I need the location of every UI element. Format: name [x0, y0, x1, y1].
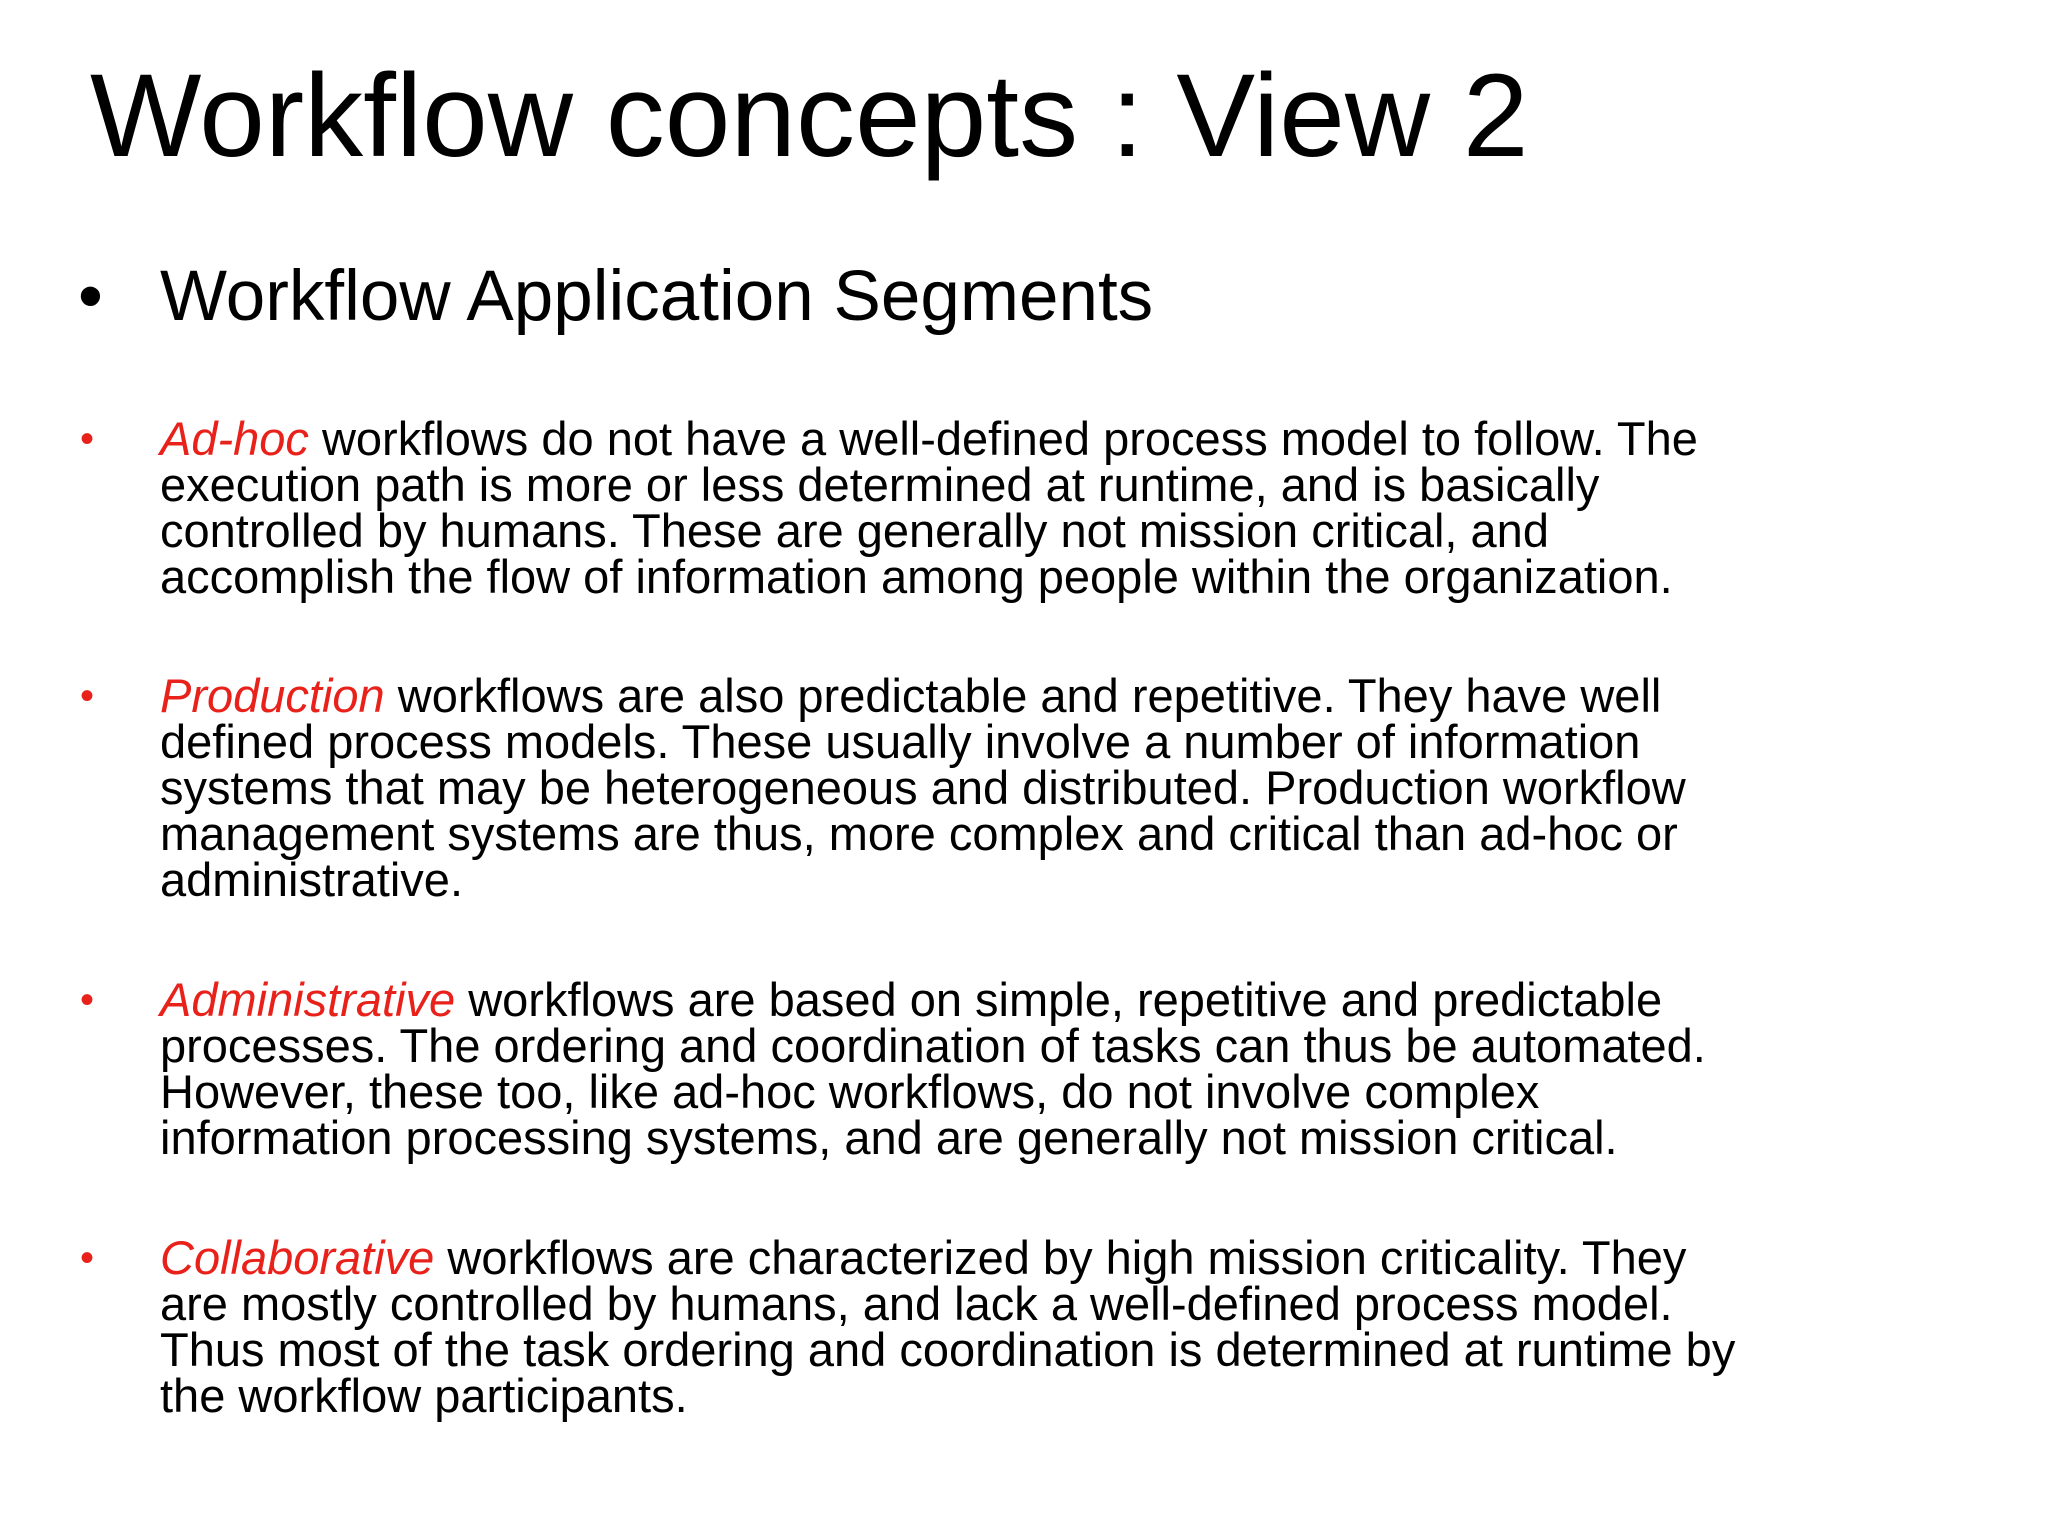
- bullet-line: information processing systems, and are generally not mission critical.: [160, 1111, 1618, 1164]
- bullet-item-administrative: [80, 973, 1950, 1164]
- bullet-text: workflows are also predictable and repetitive. They have well: [384, 669, 1662, 722]
- bullet-line: the workflow participants.: [160, 1369, 688, 1422]
- bullet-line: [160, 973, 1950, 1026]
- bullet-text: workflows do not have a well-defined process model to follow. The: [308, 412, 1698, 465]
- bullet-line: [160, 412, 1950, 465]
- bullet-line: execution path is more or less determined at runtime, and is basically: [160, 458, 1600, 511]
- term-collaborative: Collaborative: [160, 1231, 435, 1284]
- slide-title: Workflow concepts : View 2: [90, 50, 1529, 182]
- term-ad-hoc: Ad-hoc: [160, 412, 309, 465]
- bullet-text: workflows are based on simple, repetitive and predictable: [455, 973, 1663, 1026]
- term-production: Production: [160, 669, 385, 722]
- subheading-bullet: •: [78, 257, 103, 336]
- bullet-line: [160, 669, 1950, 722]
- bullet-item-production: [80, 669, 1950, 906]
- bullet-item-collaborative: [80, 1231, 1950, 1422]
- bullet-line: processes. The ordering and coordination of tasks can thus be automated.: [160, 1019, 1706, 1072]
- bullet-line: management systems are thus, more complex and critical than ad-hoc or: [160, 807, 1678, 860]
- subheading-text: Workflow Application Segments: [160, 257, 1154, 336]
- bullet-line: accomplish the flow of information among people within the organization.: [160, 550, 1673, 603]
- bullet-text: workflows are characterized by high mission criticality. They: [434, 1231, 1687, 1284]
- bullet-line: However, these too, like ad-hoc workflows, do not involve complex: [160, 1065, 1540, 1118]
- bullet-line: systems that may be heterogeneous and distributed. Production workflow: [160, 761, 1686, 814]
- bullet-marker: •: [80, 674, 95, 718]
- bullet-line: Thus most of the task ordering and coordination is determined at runtime by: [160, 1323, 1736, 1376]
- bullet-marker: •: [80, 1236, 95, 1280]
- bullet-marker: •: [80, 417, 95, 461]
- bullet-line: [160, 1231, 1950, 1284]
- subheading: [78, 258, 1153, 336]
- bullet-item-ad-hoc: [80, 412, 1950, 603]
- bullet-line: administrative.: [160, 853, 463, 906]
- bullet-marker: •: [80, 978, 95, 1022]
- bullet-line: controlled by humans. These are generally not mission critical, and: [160, 504, 1549, 557]
- bullet-line: are mostly controlled by humans, and lack a well-defined process model.: [160, 1277, 1673, 1330]
- term-administrative: Administrative: [160, 973, 456, 1026]
- bullet-line: defined process models. These usually involve a number of information: [160, 715, 1641, 768]
